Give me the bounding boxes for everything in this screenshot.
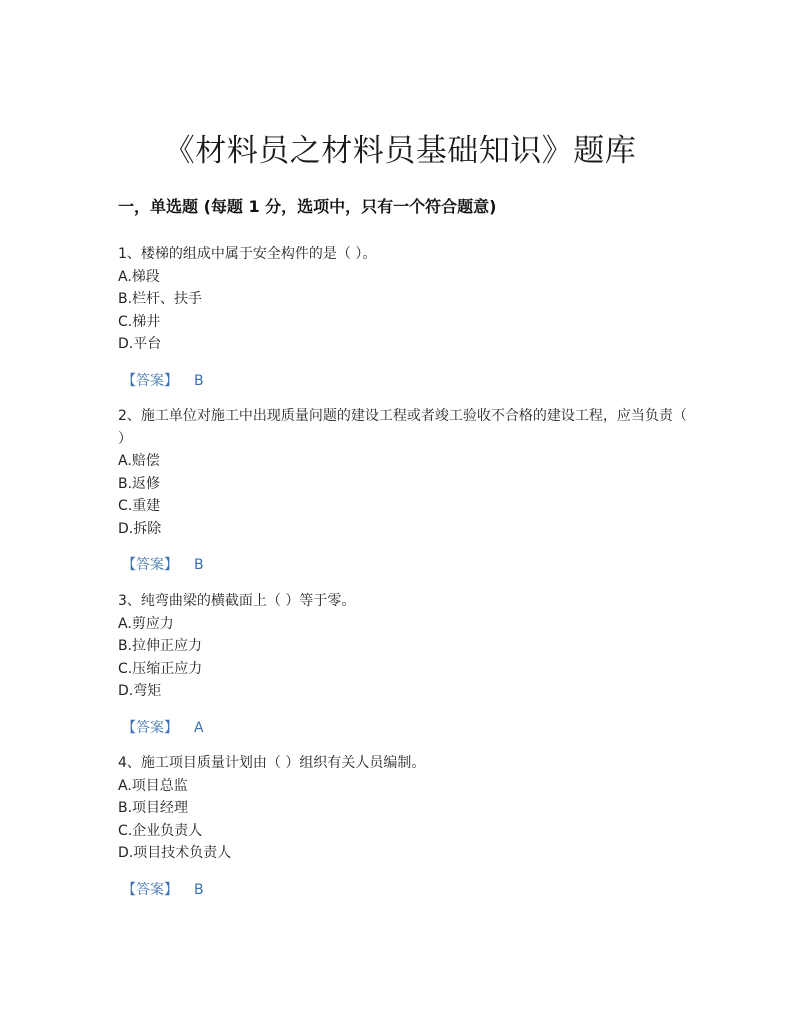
answer-label: 【答案】 bbox=[122, 881, 178, 898]
question-4 bbox=[118, 752, 688, 901]
option-c: C.重建 bbox=[118, 498, 161, 514]
question-text: 4、施工项目质量计划由（ ）组织有关人员编制。 bbox=[118, 755, 426, 771]
option-d: D.拆除 bbox=[118, 520, 162, 537]
answer-value: A bbox=[194, 719, 204, 736]
question-text: 1、楼梯的组成中属于安全构件的是（ ）。 bbox=[118, 246, 377, 262]
option-a: A.梯段 bbox=[118, 268, 160, 285]
option-c: C.梯井 bbox=[118, 313, 161, 330]
answer-label: 【答案】 bbox=[122, 719, 178, 736]
answer-line bbox=[122, 879, 688, 901]
answer-label: 【答案】 bbox=[122, 557, 178, 573]
option-d: D.项目技术负责人 bbox=[118, 845, 232, 861]
option-b: B.返修 bbox=[118, 475, 161, 492]
answer-value: B bbox=[194, 881, 204, 898]
option-d: D.弯矩 bbox=[118, 683, 162, 699]
answer-label: 【答案】 bbox=[122, 372, 178, 389]
option-c: C.企业负责人 bbox=[118, 822, 203, 839]
option-a: A.剪应力 bbox=[118, 615, 174, 632]
answer-line bbox=[122, 554, 688, 576]
answer-value: B bbox=[194, 372, 204, 389]
section-heading: 一，单选题 (每题 1 分，选项中，只有一个符合题意) bbox=[118, 197, 497, 216]
question-text: 2、施工单位对施工中出现质量问题的建设工程或者竣工验收不合格的建设工程，应当负责（ ） bbox=[118, 408, 687, 447]
question-3 bbox=[118, 590, 688, 739]
option-a: A.赔偿 bbox=[118, 453, 160, 469]
question-text: 3、纯弯曲梁的横截面上（ ）等于零。 bbox=[118, 593, 356, 609]
option-b: B.项目经理 bbox=[118, 800, 189, 816]
option-a: A.项目总监 bbox=[118, 777, 188, 794]
question-2 bbox=[118, 405, 688, 576]
option-b: B.栏杆、扶手 bbox=[118, 291, 203, 307]
answer-line bbox=[122, 370, 688, 392]
document-title: 《材料员之材料员基础知识》题库 bbox=[163, 132, 637, 169]
answer-line bbox=[122, 717, 688, 739]
option-c: C.压缩正应力 bbox=[118, 660, 203, 677]
answer-value: B bbox=[194, 557, 204, 573]
option-b: B.拉伸正应力 bbox=[118, 638, 203, 654]
question-1 bbox=[118, 243, 688, 392]
option-d: D.平台 bbox=[118, 336, 162, 352]
